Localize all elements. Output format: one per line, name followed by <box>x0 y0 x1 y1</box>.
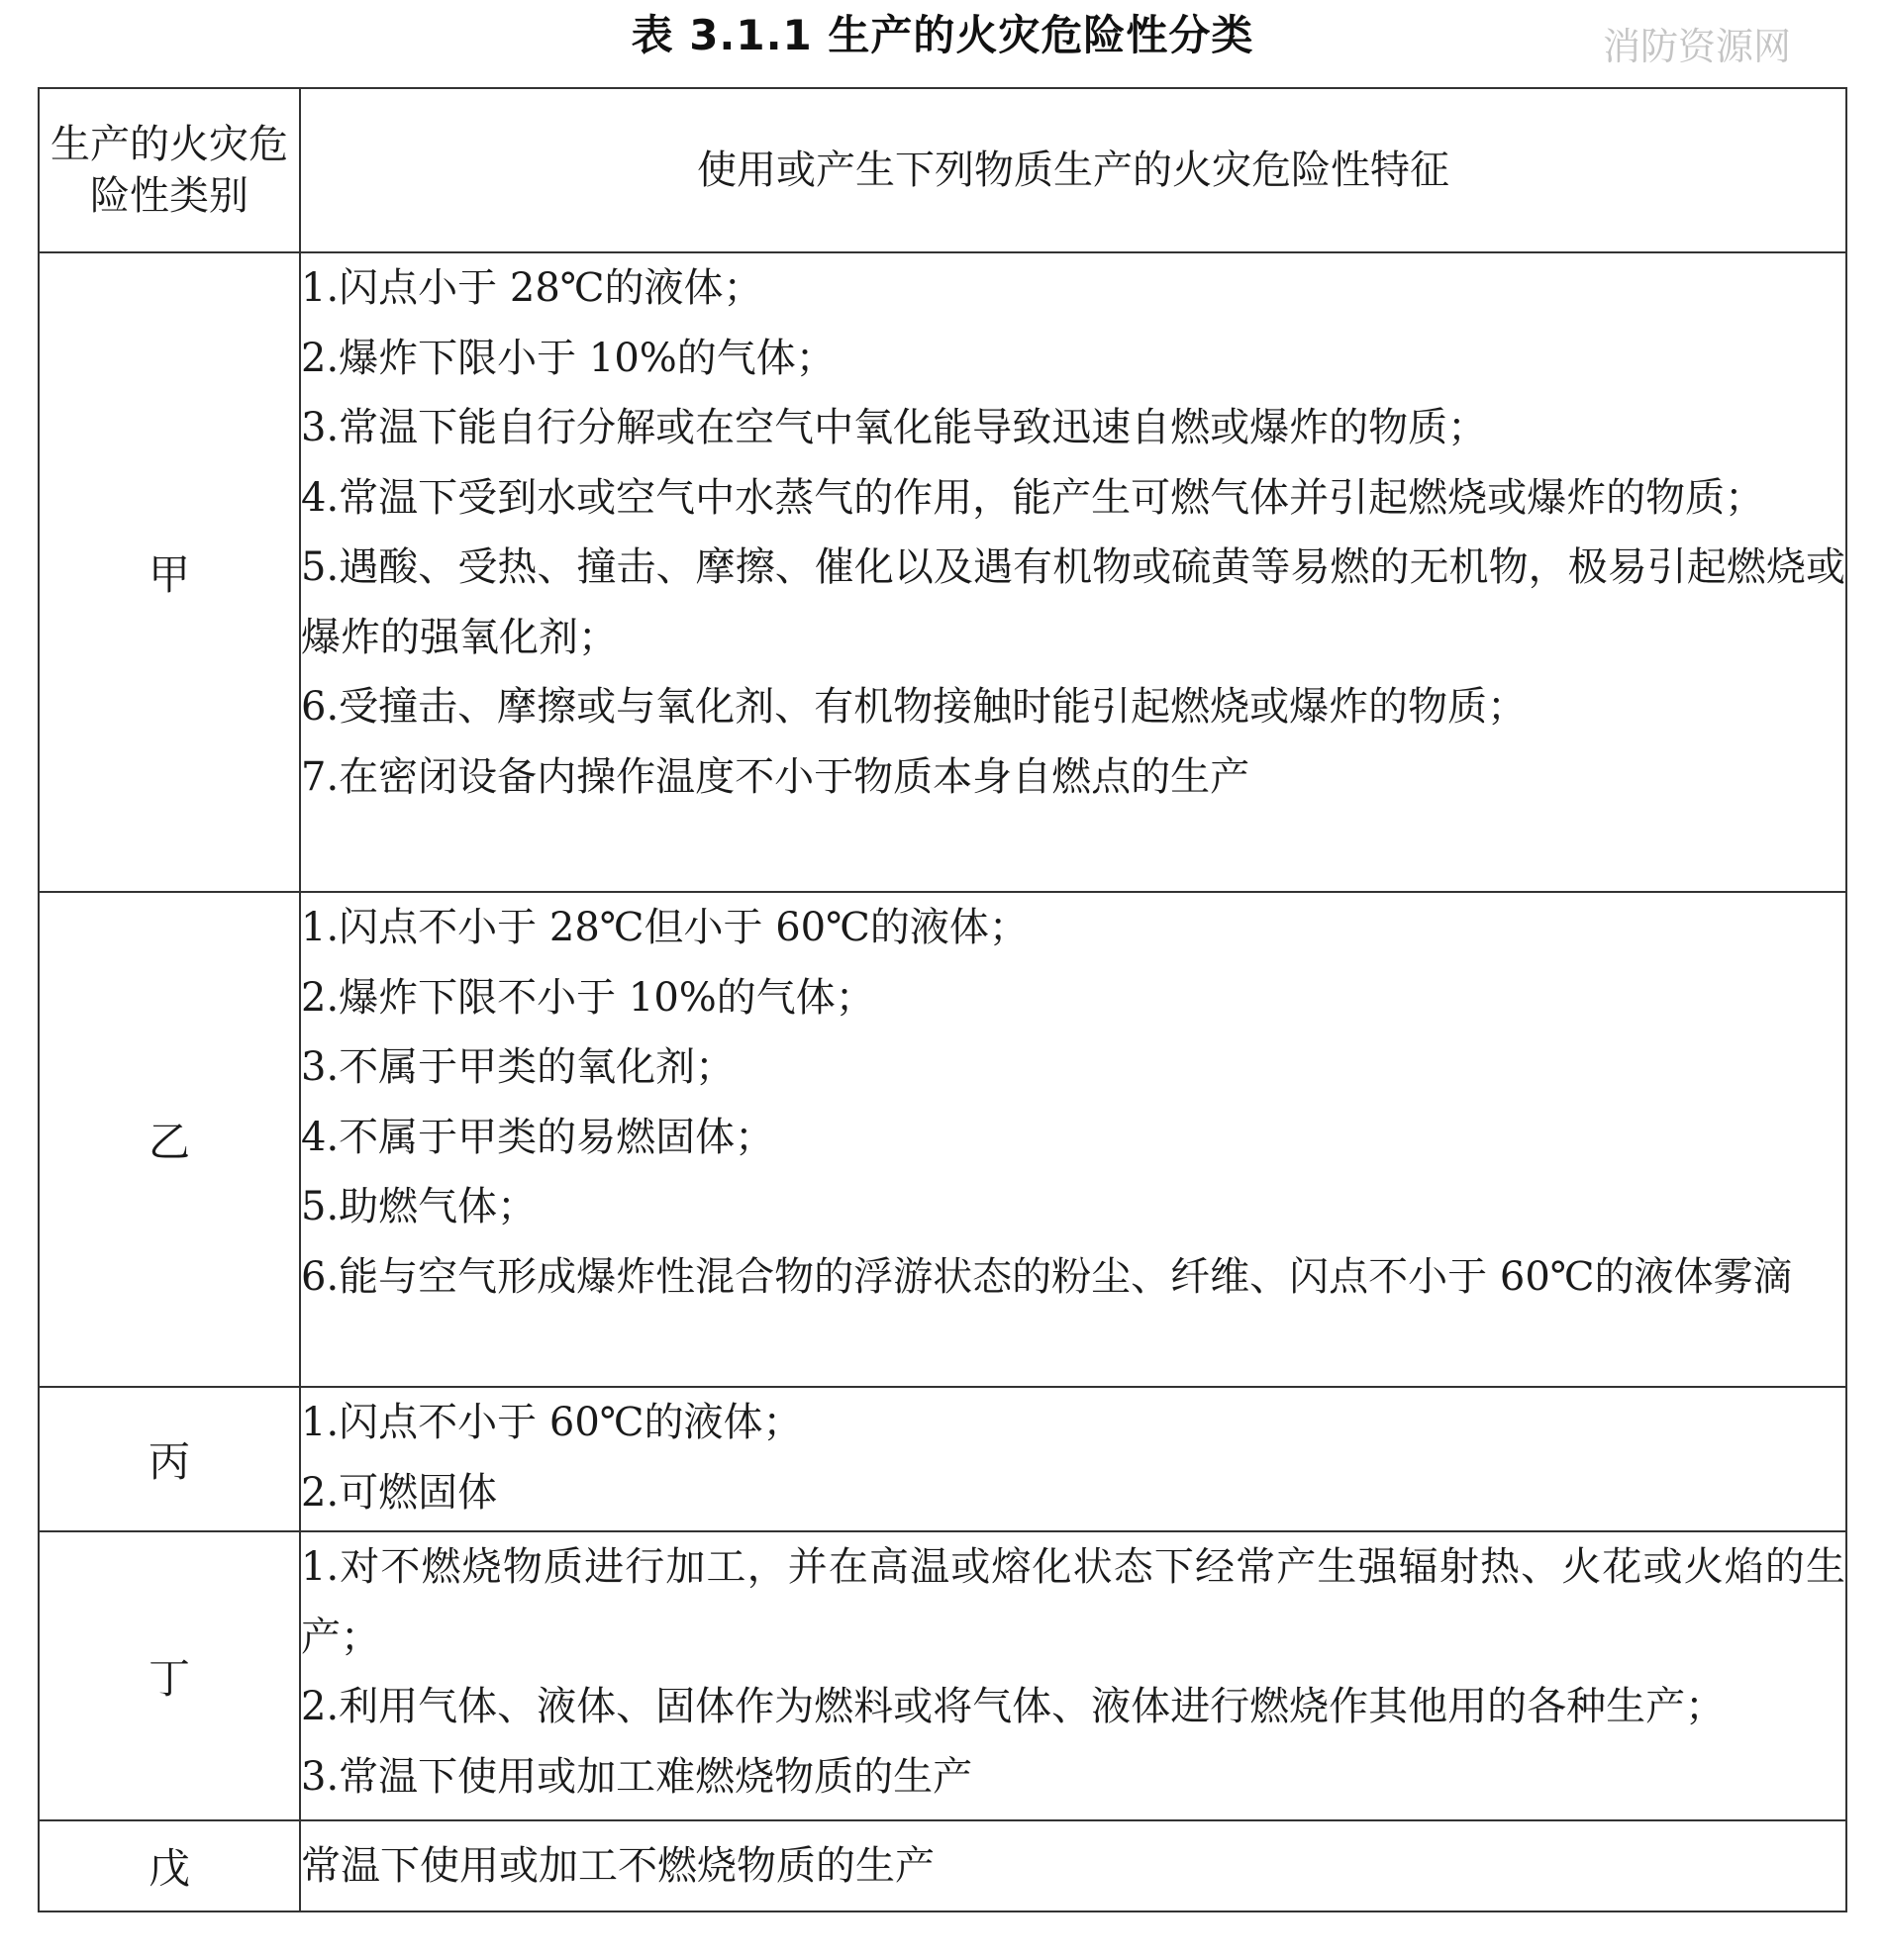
list-item: 2.爆炸下限不小于 10%的气体； <box>301 974 875 1021</box>
description-cell <box>300 892 1846 1387</box>
list-item: 1.对不燃烧物质进行加工，并在高温或熔化状态下经常产生强辐射热、火花或火焰的生产； <box>301 1544 1845 1660</box>
category-cell: 丁 <box>39 1531 300 1820</box>
list-item: 6.能与空气形成爆炸性混合物的浮游状态的粉尘、纤维、闪点不小于 60℃的液体雾滴 <box>301 1253 1793 1300</box>
list-item: 3.常温下使用或加工难燃烧物质的生产 <box>301 1753 973 1800</box>
table-row <box>39 892 1846 1387</box>
category-cell: 戊 <box>39 1820 300 1911</box>
header-category: 生产的火灾危险性类别 <box>39 88 300 252</box>
list-item: 3.常温下能自行分解或在空气中氧化能导致迅速自燃或爆炸的物质； <box>301 405 1488 450</box>
list-item: 4.常温下受到水或空气中水蒸气的作用，能产生可燃气体并引起燃烧或爆炸的物质； <box>301 474 1765 521</box>
table-title: 表 3.1.1 生产的火灾危险性分类 <box>631 11 1254 59</box>
list-item: 2.爆炸下限小于 10%的气体； <box>301 335 836 381</box>
table-row <box>39 1820 1846 1911</box>
list-item: 1.闪点不小于 28℃但小于 60℃的液体； <box>301 905 1029 950</box>
fire-hazard-table <box>38 87 1847 1912</box>
table-header-row <box>39 88 1846 252</box>
list-item: 7.在密闭设备内操作温度不小于物质本身自燃点的生产 <box>301 753 1250 800</box>
list-item: 3.不属于甲类的氧化剂； <box>301 1044 736 1090</box>
list-item: 6.受撞击、摩擦或与氧化剂、有机物接触时能引起燃烧或爆炸的物质； <box>301 684 1528 730</box>
header-description: 使用或产生下列物质生产的火灾危险性特征 <box>300 88 1846 252</box>
description-cell <box>300 1531 1846 1820</box>
list-item: 2.可燃固体 <box>301 1469 498 1516</box>
list-item: 4.不属于甲类的易燃固体； <box>301 1114 775 1160</box>
list-item: 2.利用气体、液体、固体作为燃料或将气体、液体进行燃烧作其他用的各种生产； <box>301 1684 1726 1729</box>
description-cell <box>300 1387 1846 1531</box>
list-item: 5.遇酸、受热、撞击、摩擦、催化以及遇有机物或硫黄等易燃的无机物，极易引起燃烧或爆炸的强氧化剂； <box>301 544 1845 660</box>
site-watermark: 消防资源网 <box>1602 25 1791 68</box>
list-item: 常温下使用或加工不燃烧物质的生产 <box>301 1842 935 1889</box>
category-cell: 丙 <box>39 1387 300 1531</box>
category-cell: 甲 <box>39 252 300 892</box>
description-cell <box>300 252 1846 892</box>
category-cell: 乙 <box>39 892 300 1387</box>
table-row <box>39 1531 1846 1820</box>
table-row <box>39 252 1846 892</box>
description-cell <box>300 1820 1846 1911</box>
list-item: 1.闪点不小于 60℃的液体； <box>301 1400 803 1445</box>
list-item: 1.闪点小于 28℃的液体； <box>301 265 763 311</box>
table-row <box>39 1387 1846 1531</box>
list-item: 5.助燃气体； <box>301 1184 538 1229</box>
